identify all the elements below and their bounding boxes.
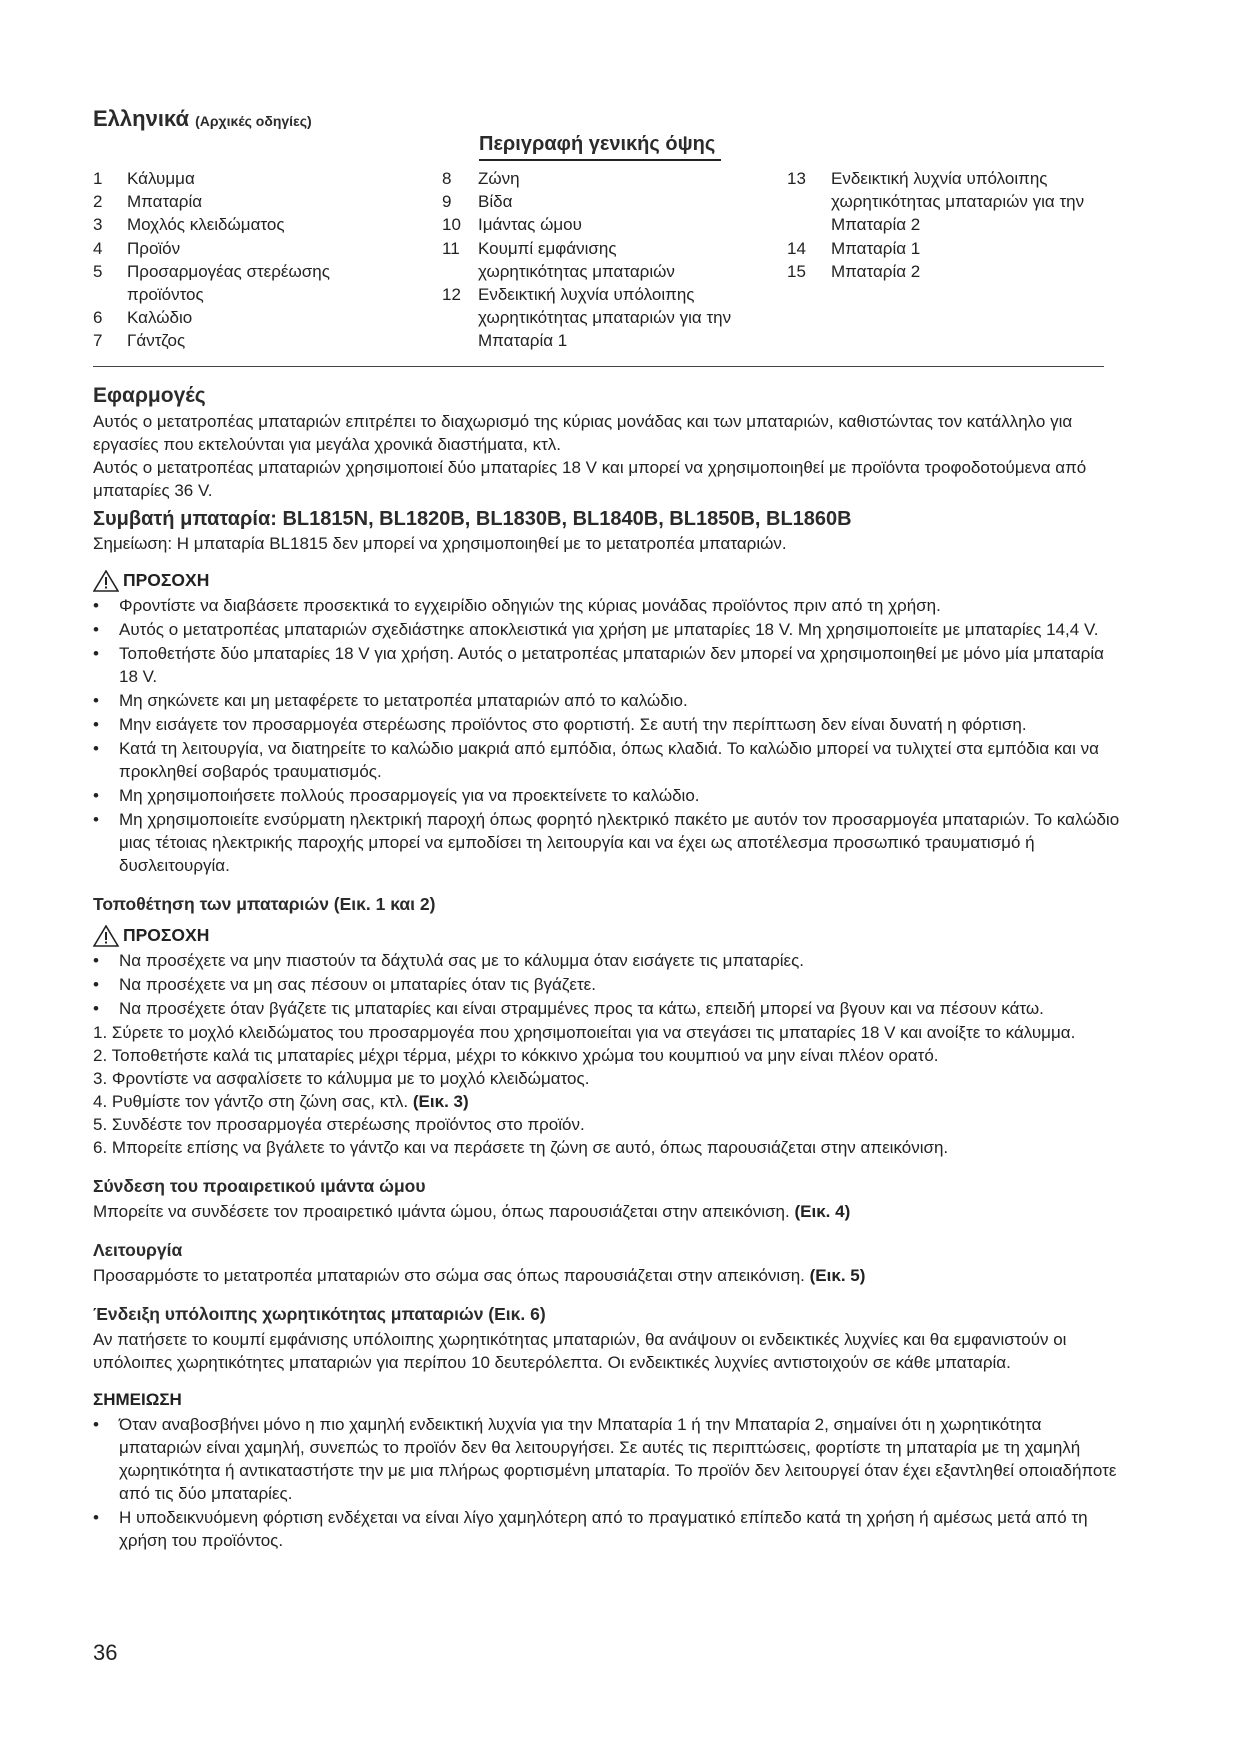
- applications-paragraph-2: Αυτός ο μετατροπέας μπαταριών χρησιμοποιεί δύο μπαταρίες 18 V και μπορεί να χρησιμοποιηθεί με προϊόντα τροφοδοτούμενα από μπαταρίες 36 V.: [93, 458, 1087, 500]
- step-item: 2. Τοποθετήστε καλά τις μπαταρίες μέχρι τέρμα, μέχρι το κόκκινο χρώμα του κουμπιού να μην είναι πλέον ορατό.: [93, 1046, 939, 1065]
- list-item: • Φροντίστε να διαβάσετε προσεκτικά το εγχειρίδιο οδηγιών της κύριας μονάδας προϊόντος πριν από τη χρήση.: [93, 594, 1123, 617]
- list-item: • Τοποθετήστε δύο μπαταρίες 18 V για χρήση. Αυτός ο μετατροπέας μπαταριών δεν μπορεί να χρησιμοποιηθεί με μόνο μία μπαταρία 18 V.: [93, 642, 1123, 688]
- part-item: 5 Προσαρμογέας στερέωσης προϊόντος: [93, 261, 330, 305]
- list-item: • Να προσέχετε όταν βγάζετε τις μπαταρίες και είναι στραμμένες προς τα κάτω, επειδή μπορεί να βγουν και να πέσουν κάτω.: [93, 997, 1123, 1020]
- list-item: • Όταν αναβοσβήνει μόνο η πιο χαμηλή ενδεικτική λυχνία για την Μπαταρία 1 ή την Μπαταρία 2, σημαίνει ότι η χωρητικότητα μπαταριών είναι χαμηλή, συνεπώς το προϊόν δεν θα λειτουργήσει. Σε αυτές τις περιπτώσεις, φορτίστε τη μπαταρία με τη χαμηλή χωρητικότητα ή αντικαταστήστε την με μια πλήρως φορτισμένη μπαταρία. Το προϊόν δεν λειτουργεί όταν έχει εξαντληθεί οποιαδήποτε από τις δύο μπαταρίες.: [93, 1413, 1123, 1505]
- part-item: 13 Ενδεικτική λυχνία υπόλοιπης χωρητικότητας μπαταριών για την Μπαταρία 2: [787, 169, 1085, 235]
- indication-text: Αν πατήσετε το κουμπί εμφάνισης υπόλοιπης χωρητικότητας μπαταριών, θα ανάψουν οι ενδεικτικές λυχνίες και θα εμφανιστούν οι υπόλοιπες χωρητικότητες μπαταριών για περίπου 10 δευτερόλεπτα. Οι ενδεικτικές λυχνίες αντιστοιχούν σε κάθε μπαταρία.: [93, 1330, 1067, 1372]
- step-item: 1. Σύρετε το μοχλό κλειδώματος του προσαρμογέα που χρησιμοποιείται για να στεγάσει τις μπαταρίες 18 V και ανοίξτε το κάλυμμα.: [93, 1023, 1076, 1042]
- install-steps: [93, 1021, 1123, 1159]
- caution-list: [93, 594, 1123, 877]
- part-item: 10 Ιμάντας ώμου: [442, 215, 582, 235]
- strap-text: Μπορείτε να συνδέσετε τον προαιρετικό ιμάντα ώμου, όπως παρουσιάζεται στην απεικόνιση. (Εικ. 4): [93, 1202, 851, 1221]
- list-item: • Να προσέχετε να μη σας πέσουν οι μπαταρίες όταν τις βγάζετε.: [93, 973, 1123, 996]
- main-content: [93, 383, 1123, 1553]
- part-item: 14 Μπαταρία 1: [787, 238, 921, 258]
- figure-reference: (Εικ. 4): [794, 1202, 851, 1221]
- figure-reference: (Εικ. 3): [412, 1092, 469, 1111]
- parts-list-column-2: [442, 167, 742, 353]
- overview-underline: [479, 159, 721, 161]
- part-item: 6 Καλώδιο: [93, 308, 193, 328]
- list-item: • Κατά τη λειτουργία, να διατηρείτε το καλώδιο μακριά από εμπόδια, όπως κλαδιά. Το καλώδιο μπορεί να τυλιχτεί στα εμπόδια και να προκληθεί σοβαρός τραυματισμός.: [93, 737, 1123, 783]
- operation-text: Προσαρμόστε το μετατροπέα μπαταριών στο σώμα σας όπως παρουσιάζεται στην απεικόνιση. (Εικ. 5): [93, 1266, 866, 1285]
- warning-triangle-icon: [93, 570, 119, 592]
- applications-heading: Εφαρμογές: [93, 384, 206, 407]
- operation-heading: Λειτουργία: [93, 1240, 183, 1260]
- battery-note: Σημείωση: Η μπαταρία BL1815 δεν μπορεί να χρησιμοποιηθεί με το μετατροπέα μπαταριών.: [93, 534, 787, 553]
- part-item: 15 Μπαταρία 2: [787, 261, 921, 281]
- language-title: [93, 106, 312, 132]
- list-item: • Μη χρησιμοποιείτε ενσύρματη ηλεκτρική παροχή όπως φορητό ηλεκτρικό πακέτο με αυτόν τον προσαρμογέα μπαταριών. Το καλώδιο μιας τέτοιας ηλεκτρικής παροχής μπορεί να εμποδίσει τη λειτουργία και να έχει ως αποτέλεσμα προσωπικό τραυματισμό ή δυσλειτουργία.: [93, 808, 1123, 877]
- part-item: 4 Προϊόν: [93, 238, 181, 258]
- step-item: 6. Μπορείτε επίσης να βγάλετε το γάντζο και να περάσετε τη ζώνη σε αυτό, όπως παρουσιάζεται στην απεικόνιση.: [93, 1138, 949, 1157]
- compatible-battery-heading: Συμβατή μπαταρία: BL1815N, BL1820B, BL1830B, BL1840B, BL1850B, BL1860B: [93, 508, 852, 530]
- caution-heading: ΠΡΟΣΟΧΗ: [93, 924, 1123, 947]
- step-item: 4. Ρυθμίστε τον γάντζο στη ζώνη σας, κτλ. (Εικ. 3): [93, 1092, 469, 1111]
- install-heading: Τοποθέτηση των μπαταριών (Εικ. 1 και 2): [93, 894, 436, 914]
- warning-triangle-icon: [93, 925, 119, 947]
- install-caution-list: [93, 949, 1123, 1020]
- part-item: 12 Ενδεικτική λυχνία υπόλοιπης χωρητικότητας μπαταριών για την Μπαταρία 1: [442, 285, 732, 351]
- caution-heading: ΠΡΟΣΟΧΗ: [93, 569, 1123, 592]
- list-item: • Μη σηκώνετε και μη μεταφέρετε το μετατροπέα μπαταριών από το καλώδιο.: [93, 689, 1123, 712]
- language-label: Ελληνικά: [93, 106, 189, 131]
- overview-title: Περιγραφή γενικής όψης: [479, 133, 716, 155]
- list-item: • Αυτός ο μετατροπέας μπαταριών σχεδιάστηκε αποκλειστικά για χρήση με μπαταρίες 18 V. Μη χρησιμοποιείτε με μπαταρίες 14,4 V.: [93, 618, 1123, 641]
- part-item: 7 Γάντζος: [93, 331, 186, 351]
- applications-paragraph-1: Αυτός ο μετατροπέας μπαταριών επιτρέπει το διαχωρισμό της κύριας μονάδας και των μπαταριών, καθιστώντας τον κατάλληλο για εργασίες που εκτελούνται για μεγάλα χρονικά διαστήματα, κτλ.: [93, 412, 1073, 454]
- figure-reference: (Εικ. 5): [809, 1266, 866, 1285]
- section-divider: [93, 366, 1104, 367]
- part-item: 9 Βίδα: [442, 192, 513, 212]
- step-item: 5. Συνδέστε τον προσαρμογέα στερέωσης προϊόντος στο προϊόν.: [93, 1115, 585, 1134]
- part-item: 2 Μπαταρία: [93, 192, 203, 212]
- step-item: 3. Φροντίστε να ασφαλίσετε το κάλυμμα με το μοχλό κλειδώματος.: [93, 1069, 590, 1088]
- list-item: • Μη χρησιμοποιήσετε πολλούς προσαρμογείς για να προεκτείνετε το καλώδιο.: [93, 784, 1123, 807]
- strap-heading: Σύνδεση του προαιρετικού ιμάντα ώμου: [93, 1176, 426, 1196]
- part-item: 11 Κουμπί εμφάνισης χωρητικότητας μπαταριών: [442, 238, 675, 281]
- page-number: 36: [93, 1640, 118, 1665]
- part-item: 8 Ζώνη: [442, 169, 520, 188]
- parts-list-column-3: [787, 167, 1107, 283]
- list-item: • Η υποδεικνυόμενη φόρτιση ενδέχεται να είναι λίγο χαμηλότερη από το πραγματικό επίπεδο κατά τη χρήση ή αμέσως μετά από τη χρήση του προϊόντος.: [93, 1506, 1123, 1552]
- note-heading: ΣΗΜΕΙΩΣΗ: [93, 1390, 182, 1409]
- part-item: 1 Κάλυμμα: [93, 169, 195, 188]
- part-item: 3 Μοχλός κλειδώματος: [93, 215, 285, 235]
- note-list: [93, 1413, 1123, 1552]
- list-item: • Να προσέχετε να μην πιαστούν τα δάχτυλά σας με το κάλυμμα όταν εισάγετε τις μπαταρίες.: [93, 949, 1123, 972]
- list-item: • Μην εισάγετε τον προσαρμογέα στερέωσης προϊόντος στο φορτιστή. Σε αυτή την περίπτωση δεν είναι δυνατή η φόρτιση.: [93, 713, 1123, 736]
- indication-heading: Ένδειξη υπόλοιπης χωρητικότητας μπαταριών (Εικ. 6): [93, 1304, 546, 1324]
- language-note: (Αρχικές οδηγίες): [195, 113, 312, 129]
- parts-list-column-1: [93, 167, 363, 353]
